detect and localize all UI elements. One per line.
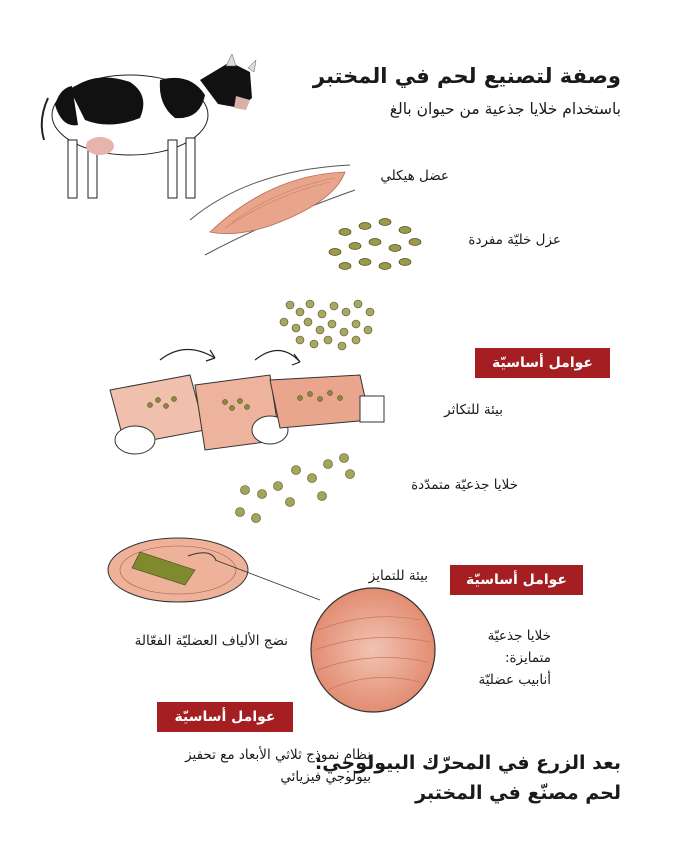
differentiated-cells-line: متمايزة: [504, 650, 551, 666]
bioreactor-note: نظام نموذج ثلاثي الأبعاد مع تحفيز بيولوجي فيزيائي [185, 747, 371, 785]
differentiation-environment-label: بيئة للتمايز [368, 568, 428, 584]
cell-cluster-illustration [280, 300, 374, 350]
final-result-line: لحم مصنّع في المختبر [415, 782, 621, 804]
differentiated-cells-line: أنابيب عضليّة [478, 672, 551, 688]
key-factors-badge: عوامل أساسيّة [157, 702, 293, 732]
single-cells-illustration [329, 219, 421, 270]
cow-icon [42, 54, 256, 198]
muscle-fiber-maturation-label: نضج الألياف العضليّة الفعّالة [134, 633, 288, 649]
expanded-cells-illustration [236, 454, 355, 523]
skeletal-muscle-label: عضل هيكلي [380, 168, 449, 184]
expanded-stem-cells-label: خلايا جذعيّة متمدّدة [411, 477, 518, 493]
culture-flasks-illustration [110, 349, 384, 454]
final-result-line: بعد الزرع في المحرّك البيولوجي: [314, 752, 621, 774]
key-factors-badge: عوامل أساسيّة [450, 565, 583, 595]
single-cell-isolation-label: عزل خليّة مفردة [468, 232, 561, 248]
differentiated-cells-label [478, 625, 551, 691]
key-factors-badge: عوامل أساسيّة [475, 348, 610, 378]
page-title: وصفة لتصنيع لحم في المختبر [312, 64, 621, 88]
petri-dish-illustration [108, 538, 248, 602]
differentiated-cells-line: خلايا جذعيّة [487, 628, 551, 644]
proliferation-environment-label: بيئة للتكاثر [444, 402, 503, 418]
final-result-text [315, 748, 621, 808]
skeletal-muscle-illustration [190, 165, 355, 255]
page-subtitle: باستخدام خلايا جذعية من حيوان بالغ [389, 100, 621, 118]
